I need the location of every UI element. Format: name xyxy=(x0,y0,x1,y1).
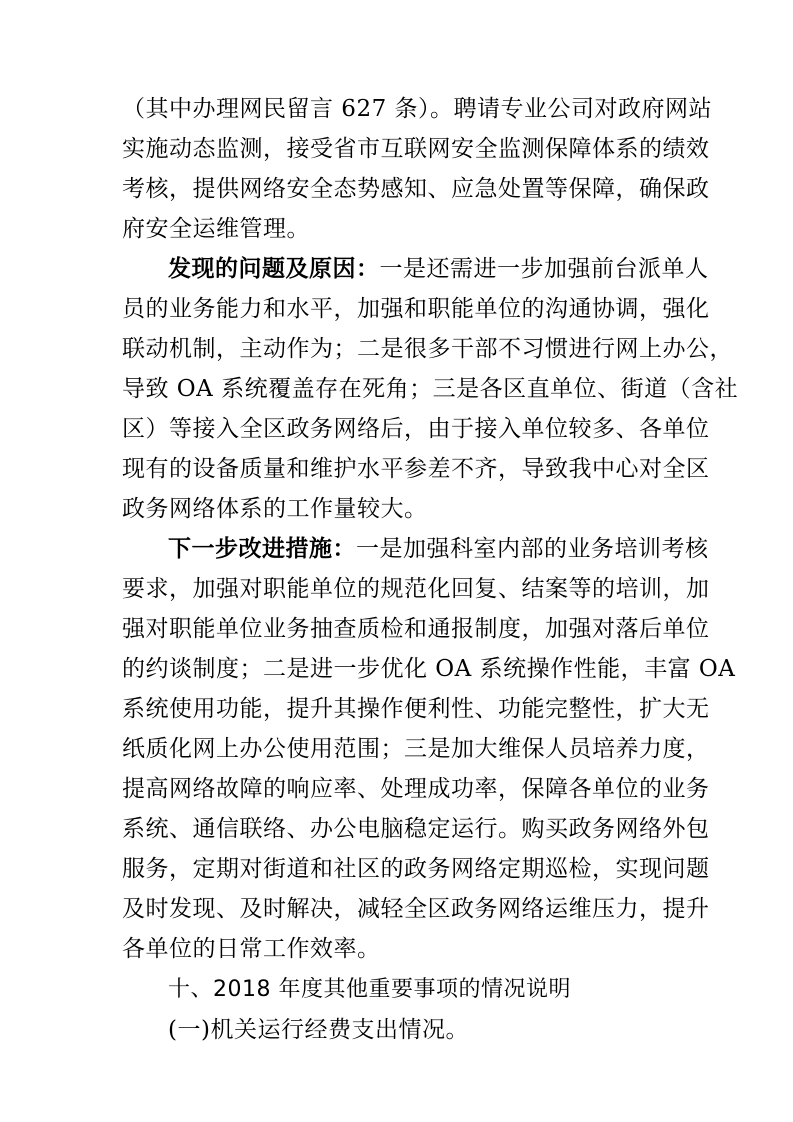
paragraph-line: （其中办理网民留言 627 条）。聘请专业公司对政府网站 xyxy=(122,96,713,122)
paragraph-line: 要求，加强对职能单位的规范化回复、结案等的培训，加 xyxy=(122,576,710,602)
paragraph-line: 纸质化网上办公使用范围；三是加大维保人员培养力度， xyxy=(122,736,710,762)
measures-label: 下一步改进措施： xyxy=(168,536,356,562)
paragraph-line: 员的业务能力和水平，加强和职能单位的沟通协调，强化 xyxy=(122,296,710,322)
paragraph-line: 考核，提供网络安全态势感知、应急处置等保障，确保政 xyxy=(122,176,710,202)
paragraph-line: 实施动态监测，接受省市互联网安全监测保障体系的绩效 xyxy=(122,136,710,162)
paragraph-line: 导致 OA 系统覆盖存在死角；三是各区直单位、街道（含社 xyxy=(122,376,739,402)
paragraph-line: 服务，定期对街道和社区的政务网络定期巡检，实现问题 xyxy=(122,856,710,882)
problems-label: 发现的问题及原因： xyxy=(168,256,380,282)
paragraph-line: 系统、通信联络、办公电脑稳定运行。购买政务网络外包 xyxy=(122,816,710,842)
problems-first-text: 一是还需进一步加强前台派单人 xyxy=(379,256,709,282)
paragraph-line: 政务网络体系的工作量较大。 xyxy=(122,496,428,522)
paragraph-line: 府安全运维管理。 xyxy=(122,216,310,242)
paragraph-line: 联动机制，主动作为；二是很多干部不习惯进行网上办公， xyxy=(122,336,733,362)
paragraph-line: 及时发现、及时解决，减轻全区政务网络运维压力，提升 xyxy=(122,896,710,922)
measures-first-line xyxy=(168,534,728,564)
paragraph-line: 各单位的日常工作效率。 xyxy=(122,936,381,962)
measures-first-text: 一是加强科室内部的业务培训考核 xyxy=(356,536,709,562)
section-heading: 十、2018 年度其他重要事项的情况说明 xyxy=(168,977,571,1002)
paragraph-line: 系统使用功能，提升其操作便利性、功能完整性，扩大无 xyxy=(122,696,710,722)
paragraph-line: 的约谈制度；二是进一步优化 OA 系统操作性能，丰富 OA xyxy=(122,656,736,682)
paragraph-line: 提高网络故障的响应率、处理成功率，保障各单位的业务 xyxy=(122,776,710,802)
problems-first-line xyxy=(168,254,728,284)
subsection-heading: (一)机关运行经费支出情况。 xyxy=(168,1017,469,1043)
paragraph-line: 区）等接入全区政务网络后，由于接入单位较多、各单位 xyxy=(122,416,710,442)
paragraph-line: 现有的设备质量和维护水平参差不齐，导致我中心对全区 xyxy=(122,456,710,482)
paragraph-line: 强对职能单位业务抽查质检和通报制度，加强对落后单位 xyxy=(122,616,710,642)
